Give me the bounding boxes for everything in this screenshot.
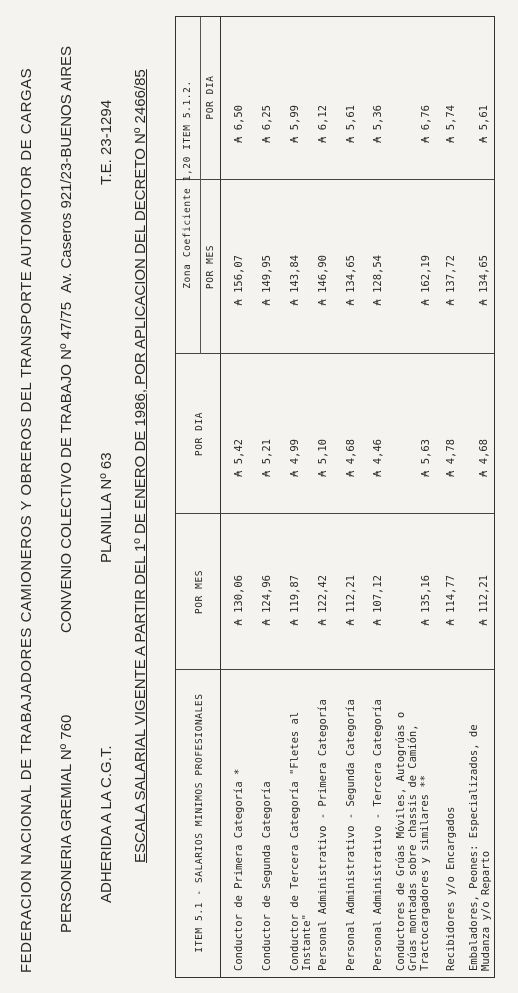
row-value-mes: ₳ 135,16 [420,575,432,626]
row-value-zdia: ₳ 6,50 [233,105,245,143]
row-value-mes: ₳ 130,06 [233,575,245,626]
row-value-zdia: ₳ 5,61 [478,105,490,143]
address: Av. Caseros 921/23-BUENOS AIRES [58,45,75,293]
row-description: Personal Administrativo - Primera Categoría [317,699,329,971]
planilla-number: PLANILLA Nº 63 [98,452,115,563]
column-divider [176,353,494,354]
header-item: ITEM 5.1 - SALARIOS MINIMOS PROFESIONALES [194,693,205,953]
row-value-zdia: ₳ 5,99 [289,105,301,143]
row-description: Conductor de Tercera Categoría "Fletes al Instante" [289,711,313,971]
row-value-zmes: ₳ 146,90 [317,255,329,306]
row-value-zmes: ₳ 149,95 [261,255,273,306]
row-value-dia: ₳ 5,63 [420,439,432,477]
header-por-dia: POR DIA [194,411,205,457]
header-bottom-rule [220,17,221,977]
row-value-dia: ₳ 4,68 [345,439,357,477]
row-description: Conductor de Primera Categoría * [233,768,245,971]
row-value-dia: ₳ 5,42 [233,439,245,477]
row-value-zmes: ₳ 143,84 [289,255,301,306]
row-value-dia: ₳ 4,46 [372,439,384,477]
row-value-zdia: ₳ 6,76 [420,105,432,143]
header-zona-por-mes: POR MES [205,244,216,290]
row-value-dia: ₳ 5,10 [317,439,329,477]
row-value-zmes: ₳ 128,54 [372,255,384,306]
row-value-mes: ₳ 114,77 [445,575,457,626]
escala-salarial-heading: ESCALA SALARIAL VIGENTE A PARTIR DEL 1º DE ENERO DE 1986, POR APLICACION DEL DECRETO Nº 2466/85 [132,69,149,863]
row-value-dia: ₳ 4,78 [445,439,457,477]
row-value-mes: ₳ 112,21 [478,575,490,626]
row-description: Conductor de Segunda Categoría [261,781,273,971]
adherida-cgt: ADHERIDA A LA C.G.T. [98,745,115,903]
row-description: Conductores de Grúas Móviles, Autogrúas o Grúas montadas sobre chassis de Camión, Tractocargadores y similares ** [395,711,431,971]
row-value-zmes: ₳ 137,72 [445,255,457,306]
row-value-dia: ₳ 5,21 [261,439,273,477]
header-zona-por-dia: POR DIA [205,75,216,120]
row-value-mes: ₳ 107,12 [372,575,384,626]
salary-table [175,16,495,978]
row-description: Personal Administrativo - Segunda Categoría [345,699,357,971]
row-value-zmes: ₳ 162,19 [420,255,432,306]
row-value-zdia: ₳ 5,61 [345,105,357,143]
row-value-dia: ₳ 4,99 [289,439,301,477]
row-description: Personal Administrativo - Tercera Categoría [372,699,384,971]
zona-header-divider [200,17,201,354]
row-value-zdia: ₳ 5,74 [445,105,457,143]
row-value-zmes: ₳ 134,65 [345,255,357,306]
column-divider [176,513,494,514]
row-value-dia: ₳ 4,68 [478,439,490,477]
column-divider [176,669,494,670]
phone-number: T.E. 23-1294 [98,99,115,185]
row-value-mes: ₳ 124,96 [261,575,273,626]
row-value-zmes: ₳ 134,65 [478,255,490,306]
row-value-mes: ₳ 112,21 [345,575,357,626]
row-value-zmes: ₳ 156,07 [233,255,245,306]
column-divider [176,179,494,180]
row-description: Recibidores y/o Encargados [445,806,457,971]
personeria-gremial: PERSONERIA GREMIAL Nº 760 [58,714,75,933]
document-title: FEDERACION NACIONAL DE TRABAJADORES CAMIONEROS Y OBREROS DEL TRANSPORTE AUTOMOTOR DE CARGAS [18,67,35,973]
convenio-colectivo: CONVENIO COLECTIVO DE TRABAJO Nº 47/75 [58,301,75,633]
row-value-zdia: ₳ 6,25 [261,105,273,143]
row-value-zdia: ₳ 6,12 [317,105,329,143]
row-value-mes: ₳ 122,42 [317,575,329,626]
header-por-mes: POR MES [194,569,205,615]
row-description: Embaladores, Peones: Especializados, de Mudanza y/o Reparto [468,724,492,971]
header-zona-coeficiente: Zona Coeficiente 1,20 ITEM 5.1.2. [182,80,193,289]
row-value-mes: ₳ 119,87 [289,575,301,626]
row-value-zdia: ₳ 5,36 [372,105,384,143]
